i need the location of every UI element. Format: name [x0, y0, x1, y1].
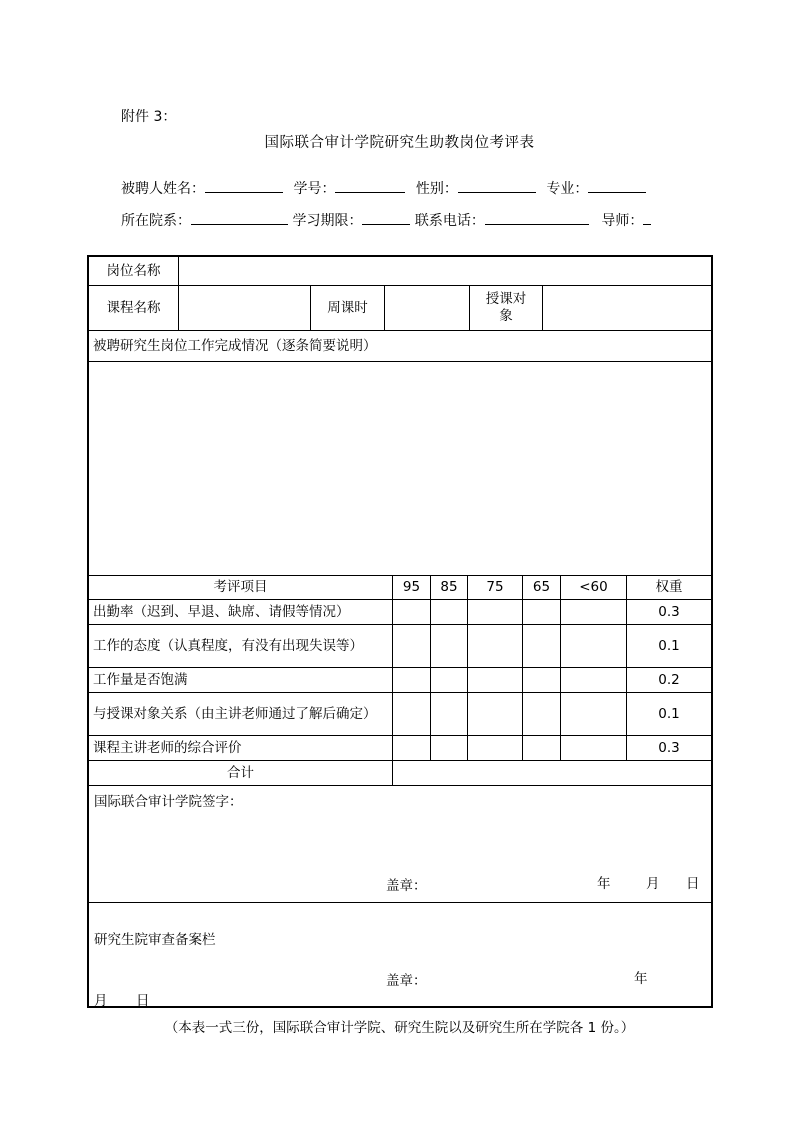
- college-year-label: 年: [597, 876, 611, 892]
- student-id-label: 学号：: [293, 181, 336, 197]
- eval-row-relationship: 与授课对象关系（由主讲老师通过了解后确定）: [93, 705, 377, 722]
- score-header-65: 65: [532, 579, 551, 595]
- form-title: 国际联合审计学院研究生助教岗位考评表: [264, 135, 535, 151]
- col-divider: [467, 576, 468, 760]
- phone-blank[interactable]: [485, 210, 589, 225]
- college-sign-label: 国际联合审计学院签字：: [94, 794, 243, 810]
- total-field[interactable]: [393, 761, 711, 785]
- row-divider: [88, 902, 712, 903]
- info-line-1: [121, 178, 646, 198]
- course-name-label: 课程名称: [106, 299, 161, 316]
- study-period-blank[interactable]: [362, 210, 410, 225]
- position-name-label: 岗位名称: [106, 262, 161, 279]
- course-name-field[interactable]: [179, 286, 310, 330]
- advisor-label: 导师：: [601, 213, 644, 229]
- teaching-target-field[interactable]: [543, 286, 711, 330]
- gender-blank[interactable]: [458, 178, 536, 193]
- total-label: 合计: [227, 764, 254, 781]
- attachment-label: 附件 3：: [121, 109, 177, 125]
- weight-value: 0.1: [658, 637, 680, 654]
- col-divider: [430, 576, 431, 760]
- study-period-label: 学习期限：: [292, 213, 363, 229]
- work-completion-label: 被聘研究生岗位工作完成情况（逐条简要说明）: [93, 337, 377, 354]
- teaching-target-label: 授课对象: [485, 291, 527, 324]
- graduate-month-label: 月: [94, 993, 108, 1009]
- score-header-85: 85: [440, 579, 458, 595]
- weight-value: 0.3: [658, 603, 680, 620]
- info-line-2: [121, 210, 651, 230]
- name-blank[interactable]: [205, 178, 283, 193]
- score-header-75: 75: [486, 579, 504, 595]
- department-label: 所在院系：: [121, 213, 191, 229]
- col-divider: [560, 576, 561, 760]
- phone-label: 联系电话：: [414, 213, 485, 229]
- weekly-hours-label: 周课时: [327, 299, 368, 316]
- college-month-label: 月: [646, 876, 660, 892]
- graduate-seal-label: 盖章：: [386, 973, 427, 989]
- col-divider: [522, 576, 523, 760]
- graduate-year-label: 年: [634, 971, 648, 987]
- position-name-field[interactable]: [179, 257, 711, 285]
- graduate-review-label: 研究生院审查备案栏: [94, 932, 216, 948]
- weight-value: 0.1: [658, 705, 680, 722]
- major-blank[interactable]: [588, 178, 646, 193]
- copies-footnote: （本表一式三份，国际联合审计学院、研究生院以及研究生所在学院各 1 份。）: [164, 1020, 635, 1036]
- graduate-day-label: 日: [136, 993, 150, 1009]
- weight-value: 0.3: [658, 739, 680, 756]
- weekly-hours-field[interactable]: [385, 286, 469, 330]
- weight-header: 权重: [655, 579, 683, 595]
- row-divider: [88, 785, 712, 786]
- college-seal-label: 盖章：: [386, 878, 427, 894]
- eval-row-workload: 工作量是否饱满: [93, 671, 188, 688]
- eval-item-header: 考评项目: [213, 579, 268, 595]
- department-blank[interactable]: [191, 210, 288, 225]
- work-completion-field[interactable]: [89, 362, 711, 575]
- score-header-95: 95: [402, 579, 421, 595]
- eval-row-attendance: 出勤率（迟到、早退、缺席、请假等情况）: [93, 603, 350, 620]
- student-id-blank[interactable]: [335, 178, 405, 193]
- weight-value: 0.2: [658, 671, 680, 688]
- score-header-below-60: <60: [579, 579, 608, 595]
- eval-row-overall: 课程主讲老师的综合评价: [93, 739, 242, 756]
- eval-row-attitude: 工作的态度（认真程度，有没有出现失误等）: [93, 637, 363, 654]
- name-label: 被聘人姓名：: [121, 181, 205, 197]
- advisor-blank[interactable]: [643, 210, 651, 225]
- college-day-label: 日: [686, 876, 700, 892]
- gender-label: 性别：: [415, 181, 458, 197]
- major-label: 专业：: [546, 181, 589, 197]
- col-divider: [392, 576, 393, 785]
